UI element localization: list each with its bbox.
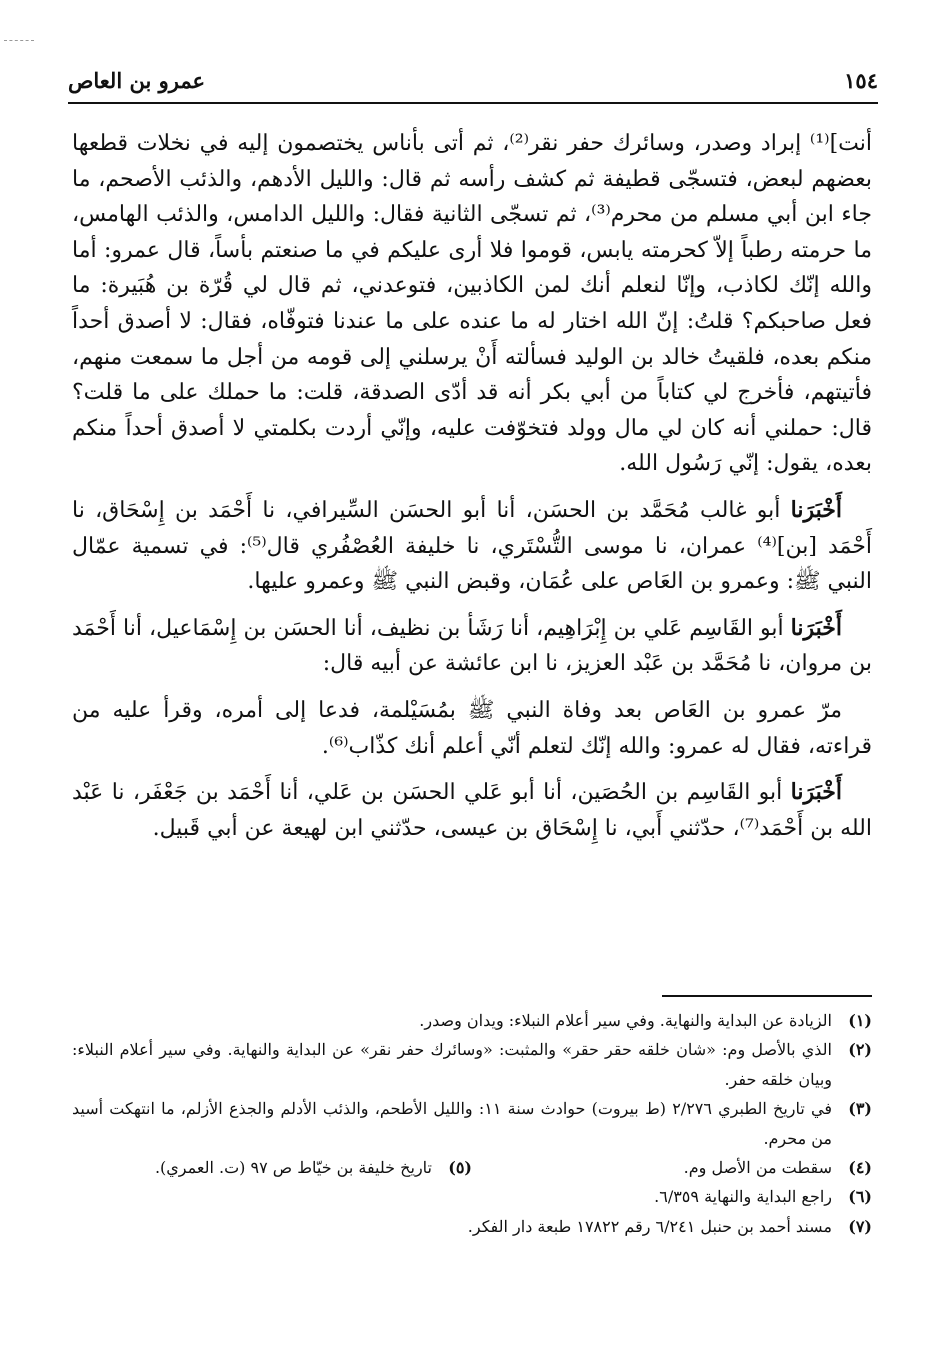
paragraph-narration: أنت]⁽¹⁾ إبراد وصدر، وسائرك حفر نقر⁽²⁾، ثم أتى بأناس يختصمون إليه في نخلات قطعها بعضهم لبعض، فتسجّى قطيفة ثم كشف رأسه ثم قال: والليل الأدهم، والذئب الأصحم، ما جاء ابن أبي مسلم من محرم⁽³⁾، ثم تسجّى الثانية فقال: والليل الدامس، والذئب الهامس، ما حرمته رطباً إلاّ كحرمته يابس، قوموا فلا أرى عليكم في ما صنعتم بأساً، قال عمرو: أما والله إنّك لكاذب، وإنّا لنعلم أنك لمن الكاذبين، فتوعدني، ثم قال لي قُرّة بن هُبَيرة: ما فعل صاحبكم؟ قلتُ: إنّ الله اختار له ما عنده على ما عندنا فتوفّاه، فقال: لا أصدق أحداً منكم بعده، فلقيتُ خالد بن الوليد فسألته أَنْ يرسلني إلى قومه من أجل ما سمعت منهم، فأتيتهم، فأخرج لي كتاباً من أبي بكر أنه قد أدّى الصدقة، قلت: ما حملك على ما قلت؟ قال: حملني أنه كان لي مال وولد فتخوّفت عليه، وإنّي أردت بكلمتي لا أصدق أحداً منكم بعده، يقول: إنّي رَسُول الله. (72, 131, 872, 477)
footnote (72, 1182, 872, 1211)
footnote-separator (662, 995, 872, 997)
footnote-text: راجع البداية والنهاية ٦/٣٥٩. (654, 1187, 832, 1207)
footnote (72, 1035, 872, 1094)
scan-corner-mark (4, 40, 34, 41)
book-title: عمرو بن العاص (68, 67, 206, 93)
isnad-lead-word: أَخْبَرَنا (790, 496, 842, 523)
footnote-text: الزيادة عن البداية والنهاية. وفي سير أعلام النبلاء: ويدان وصدر. (419, 1011, 832, 1030)
footnote-number: (٥) (448, 1158, 472, 1178)
footnote-text: مسند أحمد بن حنبل ٦/٢٤١ رقم ١٧٨٢٢ طبعة دار الفكر. (467, 1216, 832, 1236)
paragraph-isnad-2 (72, 611, 872, 682)
footnote-text: في تاريخ الطبري ٢/٢٧٦ (ط بيروت) حوادث سنة ١١: والليل الأطحم، والذئب الأدلم والجذع الأزلم، ما انتهكت أسيد من محرم. (72, 1099, 833, 1148)
footnote (72, 1153, 472, 1182)
isnad-text: أبو القَاسِم بن الحُصَين، أنا أبو عَلي الحسَن بن عَلي، أنا أَحْمَد بن جَعْفَر، نا عَبْد الله بن أَحْمَد⁽⁷⁾، حدّثني أَبي، نا إِسْحَاق بن عيسى، حدّثني ابن لهيعة عن أبي قَبيل. (72, 780, 872, 841)
footnote-number: (٤) (848, 1158, 872, 1178)
paragraph-isnad-3 (72, 775, 872, 846)
footnote (72, 1094, 872, 1153)
footnote (472, 1153, 872, 1182)
footnote-text: سقطت من الأصل وم. (683, 1158, 832, 1178)
footnote-number: (٧) (848, 1216, 872, 1236)
page-number: ١٥٤ (844, 67, 878, 93)
header-rule (68, 102, 878, 104)
footnote-number: (١) (848, 1011, 872, 1030)
main-text (72, 126, 872, 846)
footnote (72, 1212, 872, 1241)
paragraph-report: مرّ عمرو بن العَاص بعد وفاة النبي ﷺ بمُسَيْلمة، فدعا إلى أمره، وقرأ عليه من قراءته، فقال له عمرو: والله إنّك لتعلم أنّي أعلم أنك كذّاب⁽⁶⁾. (72, 697, 872, 759)
isnad-text: أبو غالب مُحَمَّد بن الحسَن، أنا أبو الحسَن السِّيرافي، نا أَحْمَد بن إِسْحَاق، نا أَحْمَد [بن]⁽⁴⁾ عمران، نا موسى التُّسْتَري، نا خليفة العُصْفُري قال⁽⁵⁾: في تسمية عمّال النبي ﷺ: وعمرو بن العَاص على عُمَان، وقبض النبي ﷺ وعمرو عليها. (72, 497, 872, 595)
footnotes (72, 1006, 872, 1241)
footnote (72, 1006, 872, 1035)
paragraph-isnad-1 (72, 493, 872, 600)
footnote-text: تاريخ خليفة بن خيّاط ص ٩٧ (ت. العمري). (154, 1158, 432, 1178)
isnad-text: أبو القَاسِم عَلي بن إِبْرَاهِيم، أنا رَشَأ بن نظيف، أنا الحسَن بن إِسْمَاعيل، أنا أَحْمَد بن مروان، نا مُحَمَّد بن عَبْد العزيز، نا ابن عائشة عن أبيه قال: (72, 615, 872, 677)
footnote-number: (٢) (848, 1040, 872, 1060)
footnote-number: (٦) (848, 1187, 872, 1207)
isnad-lead-word: أَخْبَرَنا (790, 614, 842, 641)
running-head (68, 60, 878, 100)
footnote-text: الذي بالأصل وم: «شان خلقه حقر حقر» والمثبت: «وسائرك حفر نقر» عن البداية والنهاية. وفي سير أعلام النبلاء: وبيان خلقه حفر. (72, 1040, 833, 1089)
isnad-lead-word: أَخْبَرَنا (790, 779, 842, 806)
footnote-number: (٣) (848, 1099, 872, 1119)
footnote-row-split (72, 1153, 872, 1182)
